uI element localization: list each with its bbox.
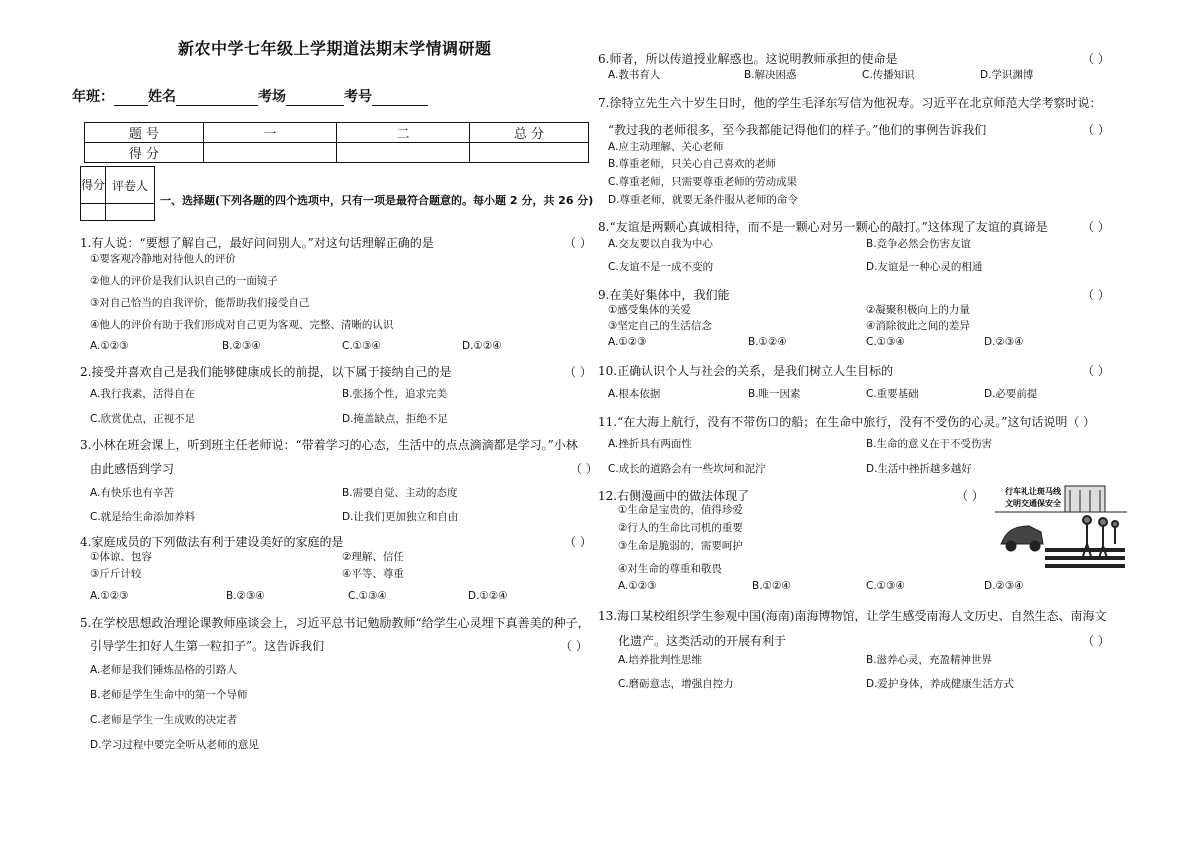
q9-stem: 9.在美好集体中，我们能 xyxy=(598,288,730,302)
q12-option-b[interactable]: B.①②④ xyxy=(752,580,791,592)
q13-answer-paren[interactable]: （ ） xyxy=(1082,634,1110,648)
q3-answer-paren[interactable]: （ ） xyxy=(570,462,598,476)
q5-option-d[interactable]: D.学习过程中要完全听从老师的意见 xyxy=(90,739,259,751)
q11-option-c[interactable]: C.成长的道路会有一些坎坷和泥泞 xyxy=(608,463,766,475)
exam-number-label: 考号 xyxy=(344,89,372,105)
q8-option-a[interactable]: A.交友要以自我为中心 xyxy=(608,238,713,250)
q5-stem-line-2: 引导学生扣好人生第一粒扣子”。这告诉我们 xyxy=(90,639,325,653)
exam-room-label: 考场 xyxy=(258,89,286,105)
q13-stem-line-2: 化遗产。这类活动的开展有利于 xyxy=(618,634,787,648)
q1-item-1: ①要客观冷静地对待他人的评价 xyxy=(90,253,236,265)
q2-option-b[interactable]: B.张扬个性，追求完美 xyxy=(342,388,448,400)
q7-option-b[interactable]: B.尊重老师，只关心自己喜欢的老师 xyxy=(608,158,777,170)
q12-option-d[interactable]: D.②③④ xyxy=(984,580,1024,592)
cartoon-caption-1: 行车礼让斑马线 xyxy=(1005,487,1061,496)
student-info-line xyxy=(72,86,428,106)
q12-item-4: ④对生命的尊重和敬畏 xyxy=(618,563,722,575)
q6-option-c[interactable]: C.传播知识 xyxy=(862,69,915,81)
q10-option-c[interactable]: C.重要基础 xyxy=(866,388,919,400)
q5-option-a[interactable]: A.老师是我们锤炼品格的引路人 xyxy=(90,664,237,676)
q6-option-b[interactable]: B.解决困惑 xyxy=(744,69,797,81)
q8-option-b[interactable]: B.竞争必然会伤害友谊 xyxy=(866,238,972,250)
q3-option-a[interactable]: A.有快乐也有辛苦 xyxy=(90,487,174,499)
exam-room-blank xyxy=(286,89,344,106)
q8-answer-paren[interactable]: （ ） xyxy=(1082,220,1110,234)
name-blank xyxy=(176,89,258,106)
q12-item-1: ①生命是宝贵的，值得珍爱 xyxy=(618,504,743,516)
header-question-number: 题 号 xyxy=(85,123,204,143)
q8-option-d[interactable]: D.友谊是一种心灵的相通 xyxy=(866,261,983,273)
q4-option-d[interactable]: D.①②④ xyxy=(468,590,508,602)
q8-stem: 8.“友谊是两颗心真诚相待，而不是一颗心对另一颗心的敲打。”这体现了友谊的真谛是 xyxy=(598,220,1048,234)
q6-stem: 6.师者，所以传道授业解惑也。这说明教师承担的使命是 xyxy=(598,52,898,66)
q3-option-b[interactable]: B.需要自觉、主动的态度 xyxy=(342,487,458,499)
q9-item-3: ③坚定自己的生活信念 xyxy=(608,320,712,332)
grader-name-label: 评卷人 xyxy=(106,167,155,204)
section-heading: 一、选择题(下列各题的四个选项中，只有一项是最符合题意的。每小题 2 分，共 26 分) xyxy=(160,194,594,207)
q4-item-3: ③斤斤计较 xyxy=(90,568,142,580)
q9-option-a[interactable]: A.①②③ xyxy=(608,336,647,348)
q7-option-d[interactable]: D.尊重老师，就要无条件服从老师的命令 xyxy=(608,194,798,206)
q1-option-b[interactable]: B.②③④ xyxy=(222,340,261,352)
grade-class-label: 年班： xyxy=(72,89,114,105)
q2-answer-paren[interactable]: （ ） xyxy=(564,365,592,379)
q1-item-4: ④他人的评价有助于我们形成对自己更为客观、完整、清晰的认识 xyxy=(90,319,394,331)
q1-option-a[interactable]: A.①②③ xyxy=(90,340,129,352)
grader-score-cell[interactable] xyxy=(81,204,106,221)
q12-item-3: ③生命是脆弱的，需要呵护 xyxy=(618,540,743,552)
header-part-2: 二 xyxy=(337,123,470,143)
q1-option-d[interactable]: D.①②④ xyxy=(462,340,502,352)
grade-class-blank xyxy=(114,89,148,106)
q10-option-b[interactable]: B.唯一因素 xyxy=(748,388,801,400)
traffic-safety-cartoon xyxy=(995,482,1127,574)
q3-stem-line-2: 由此感悟到学习 xyxy=(90,462,175,476)
score-table xyxy=(84,122,589,163)
name-label: 姓名 xyxy=(148,89,176,105)
q6-option-d[interactable]: D.学识渊博 xyxy=(980,69,1034,81)
q9-item-4: ④消除彼此之间的差异 xyxy=(866,320,970,332)
row-score-label: 得 分 xyxy=(85,143,204,163)
q10-answer-paren[interactable]: （ ） xyxy=(1082,364,1110,378)
q11-stem: 11.“在大海上航行，没有不带伤口的船；在生命中旅行，没有不受伤的心灵。”这句话说明（ ） xyxy=(598,415,1096,429)
q7-option-c[interactable]: C.尊重老师，只需要尊重老师的劳动成果 xyxy=(608,176,798,188)
q12-option-a[interactable]: A.①②③ xyxy=(618,580,657,592)
q3-stem-line-1: 3.小林在班会课上，听到班主任老师说：“带着学习的心态，生活中的点点滴滴都是学习。”小林 xyxy=(80,438,578,452)
exam-number-blank xyxy=(372,89,428,106)
q3-option-d[interactable]: D.让我们更加独立和自由 xyxy=(342,511,459,523)
q12-option-c[interactable]: C.①③④ xyxy=(866,580,905,592)
q7-option-a[interactable]: A.应主动理解、关心老师 xyxy=(608,141,724,153)
grader-score-label: 得分 xyxy=(81,167,106,204)
q5-stem-line-1: 5.在学校思想政治理论课教师座谈会上，习近平总书记勉励教师“给学生心灵埋下真善美的种子， xyxy=(80,616,590,630)
q4-item-1: ①体谅、包容 xyxy=(90,551,152,563)
q9-option-c[interactable]: C.①③④ xyxy=(866,336,905,348)
q4-option-c[interactable]: C.①③④ xyxy=(348,590,387,602)
score-cell-total[interactable] xyxy=(470,143,589,163)
q13-option-b[interactable]: B.滋养心灵，充盈精神世界 xyxy=(866,654,993,666)
q1-option-c[interactable]: C.①③④ xyxy=(342,340,381,352)
q13-stem-line-1: 13.海口某校组织学生参观中国(海南)南海博物馆，让学生感受南海人文历史、自然生态、南海文 xyxy=(598,609,1107,623)
q13-option-a[interactable]: A.培养批判性思维 xyxy=(618,654,702,666)
q7-stem-line-2: “教过我的老师很多，至今我都能记得他们的样子。”他们的事例告诉我们 xyxy=(608,123,987,137)
grader-table xyxy=(80,166,155,221)
q1-answer-paren[interactable]: （ ） xyxy=(564,236,592,250)
q2-option-d[interactable]: D.掩盖缺点，拒绝不足 xyxy=(342,413,448,425)
q2-stem: 2.接受并喜欢自己是我们能够健康成长的前提，以下属于接纳自己的是 xyxy=(80,365,452,379)
q12-stem: 12.右侧漫画中的做法体现了 xyxy=(598,489,750,503)
q5-option-b[interactable]: B.老师是学生生命中的第一个导师 xyxy=(90,689,248,701)
q9-item-2: ②凝聚积极向上的力量 xyxy=(866,304,970,316)
q4-answer-paren[interactable]: （ ） xyxy=(564,535,592,549)
q2-option-c[interactable]: C.欣赏优点，正视不足 xyxy=(90,413,196,425)
q10-stem: 10.正确认识个人与社会的关系，是我们树立人生目标的 xyxy=(598,364,894,378)
q5-answer-paren[interactable]: （ ） xyxy=(560,639,588,653)
cartoon-caption-2: 文明交通保安全 xyxy=(1005,499,1061,508)
q12-item-2: ②行人的生命比司机的重要 xyxy=(618,522,743,534)
q11-option-a[interactable]: A.挫折具有两面性 xyxy=(608,438,692,450)
score-cell-1[interactable] xyxy=(204,143,337,163)
q1-stem: 1.有人说：“要想了解自己，最好问问别人。”对这句话理解正确的是 xyxy=(80,236,434,250)
q4-option-b[interactable]: B.②③④ xyxy=(226,590,265,602)
q11-option-b[interactable]: B.生命的意义在于不受伤害 xyxy=(866,438,993,450)
q10-option-d[interactable]: D.必要前提 xyxy=(984,388,1038,400)
q7-stem-line-1: 7.徐特立先生六十岁生日时，他的学生毛泽东写信为他祝寿。习近平在北京师范大学考察时说： xyxy=(598,96,1102,110)
q11-option-d[interactable]: D.生活中挫折越多越好 xyxy=(866,463,972,475)
q10-option-a[interactable]: A.根本依据 xyxy=(608,388,661,400)
page-title: 新农中学七年级上学期道法期末学情调研题 xyxy=(178,39,492,58)
q4-option-a[interactable]: A.①②③ xyxy=(90,590,129,602)
q9-option-b[interactable]: B.①②④ xyxy=(748,336,787,348)
q2-option-a[interactable]: A.我行我素，活得自在 xyxy=(90,388,195,400)
q6-answer-paren[interactable]: （ ） xyxy=(1082,52,1110,66)
score-cell-2[interactable] xyxy=(337,143,470,163)
q7-answer-paren[interactable]: （ ） xyxy=(1082,123,1110,137)
q9-answer-paren[interactable]: （ ） xyxy=(1082,288,1110,302)
q9-option-d[interactable]: D.②③④ xyxy=(984,336,1024,348)
q4-item-4: ④平等、尊重 xyxy=(342,568,404,580)
q1-item-3: ③对自己恰当的自我评价，能帮助我们接受自己 xyxy=(90,297,310,309)
header-total: 总 分 xyxy=(470,123,589,143)
q3-option-c[interactable]: C.就是给生命添加养料 xyxy=(90,511,196,523)
q4-stem: 4.家庭成员的下列做法有利于建设美好的家庭的是 xyxy=(80,535,344,549)
q5-option-c[interactable]: C.老师是学生一生成败的决定者 xyxy=(90,714,238,726)
q8-option-c[interactable]: C.友谊不是一成不变的 xyxy=(608,261,714,273)
q1-item-2: ②他人的评价是我们认识自己的一面镜子 xyxy=(90,275,278,287)
q12-answer-paren[interactable]: （ ） xyxy=(956,489,984,503)
header-part-1: 一 xyxy=(204,123,337,143)
q6-option-a[interactable]: A.教书育人 xyxy=(608,69,661,81)
q13-option-d[interactable]: D.爱护身体，养成健康生活方式 xyxy=(866,678,1014,690)
q9-item-1: ①感受集体的关爱 xyxy=(608,304,691,316)
q13-option-c[interactable]: C.磨砺意志，增强自控力 xyxy=(618,678,734,690)
grader-name-cell[interactable] xyxy=(106,204,155,221)
q4-item-2: ②理解、信任 xyxy=(342,551,404,563)
